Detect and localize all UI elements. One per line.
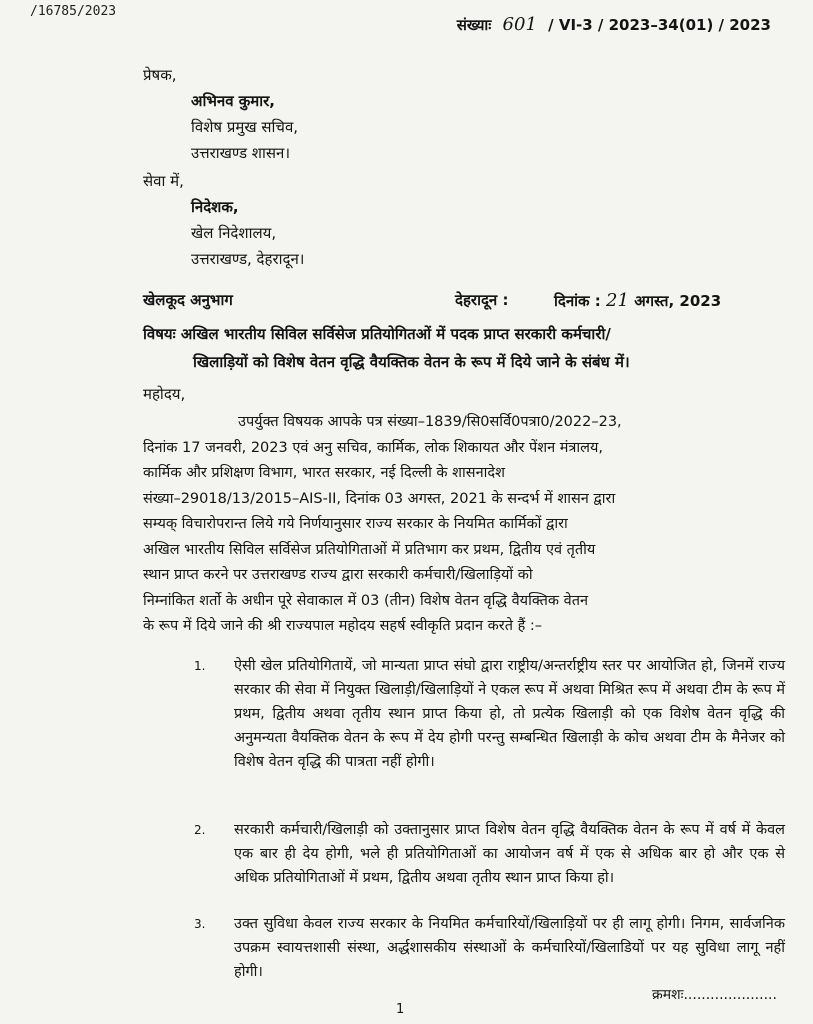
reference-label: संख्याः xyxy=(456,16,492,34)
condition-item-1 xyxy=(194,654,785,774)
body-line: स्थान प्राप्त करने पर उत्तराखण्ड राज्य द्वारा सरकारी कर्मचारी/खिलाड़ियों को xyxy=(143,567,533,583)
item-number: 3. xyxy=(194,917,206,931)
department: खेलकूद अनुभाग xyxy=(143,291,233,309)
item-text: ऐसी खेल प्रतियोगितायें, जो मान्यता प्राप्त संघो द्वारा राष्ट्रीय/अन्तर्राष्ट्रीय स्तर पर आयोजित हो, जिनमें राज्य सरकार की सेवा में नियुक्त खिलाड़ी/खिलाड़ियों ने एकल रूप में अथवा मिश्रित रूप में अथवा टीम के रूप में प्रथम, द्वितीय अथवा तृतीय स्थान प्राप्त किया हो, तो प्रत्येक खिलाड़ी को एक विशेष वेतन वृद्धि की अनुमन्यता वैयक्तिक वेतन के रूप में देय होगी परन्तु सम्बन्धित खिलाड़ी के कोच अथवा टीम के मैनेजर को विशेष वेतन वृद्धि की पात्रता नहीं होगी। xyxy=(234,658,785,770)
condition-item-3 xyxy=(194,912,785,984)
sender-office: उत्तराखण्ड शासन। xyxy=(191,144,291,162)
page-number: 1 xyxy=(396,1002,405,1017)
recipient-office: खेल निदेशालय, xyxy=(191,224,277,242)
date-label: दिनांक : xyxy=(554,292,601,310)
sender-designation: विशेष प्रमुख सचिव, xyxy=(191,118,299,136)
body-line: सम्यक् विचारोपरान्त लिये गये निर्णयानुसार राज्य सरकार के नियमित कार्मिकों द्वारा xyxy=(143,516,568,532)
top-reference: /16785/2023 xyxy=(30,4,117,19)
recipient-name: निदेशक, xyxy=(191,198,239,216)
city: देहरादून : xyxy=(455,291,509,309)
body-line: अखिल भारतीय सिविल सर्विसेज प्रतियोगिताओं में प्रतिभाग कर प्रथम, द्वितीय एवं तृतीय xyxy=(143,541,596,558)
body-line: कार्मिक और प्रशिक्षण विभाग, भारत सरकार, नई दिल्ली के शासनादेश xyxy=(143,465,505,481)
body-line: के रूप में दिये जाने की श्री राज्यपाल महोदय सहर्ष स्वीकृति प्रदान करते हैं :– xyxy=(143,618,543,634)
recipient-label: सेवा में, xyxy=(143,172,184,190)
subject-line-2: खिलाड़ियों को विशेष वेतन वृद्धि वैयक्तिक वेतन के रूप में दिये जाने के संबंध में। xyxy=(193,353,630,371)
item-text: उक्त सुविधा केवल राज्य सरकार के नियमित कर्मचारियों/खिलाड़ियों पर ही लागू होगी। निगम, सार्वजनिक उपक्रम स्वायत्तशासी संस्था, अर्द्धशासकीय संस्थाओं के कर्मचारियों/खिलाडियों पर यह सुविधा लागू नहीं होगी। xyxy=(234,916,785,980)
salutation: महोदय, xyxy=(143,385,186,403)
sender-block xyxy=(143,62,298,166)
item-number: 2. xyxy=(194,823,206,837)
recipient-place: उत्तराखण्ड, देहरादून। xyxy=(191,250,305,268)
body-line: संख्या–29018/13/2015–AIS-II, दिनांक 03 अगस्त, 2021 के सन्दर्भ में शासन द्वारा xyxy=(143,490,616,507)
subject-line-1: विषयः अखिल भारतीय सिविल सर्विसेज प्रतियोगितओं में पदक प्राप्त सरकारी कर्मचारी/ xyxy=(143,325,611,343)
letter-date xyxy=(554,290,721,311)
reference-rest: / VI-3 / 2023–34(01) / 2023 xyxy=(548,16,771,34)
date-rest: अगस्त, 2023 xyxy=(634,292,722,310)
condition-item-2 xyxy=(194,818,785,890)
item-text: सरकारी कर्मचारी/खिलाड़ी को उक्तानुसार प्राप्त विशेष वेतन वृद्धि वैयक्तिक वेतन के रूप में वर्ष में केवल एक बार ही देय होगी, भले ही प्रतियोगिताओं का आयोजन वर्ष में एक से अधिक बार हो और एक से अधिक प्रतियोगिताओं में प्रथम, द्वितीय अथवा तृतीय स्थान प्राप्त किया हो। xyxy=(234,822,785,886)
continued-marker: क्रमशः..................... xyxy=(652,987,777,1003)
recipient-block xyxy=(143,168,305,272)
sender-name: अभिनव कुमार, xyxy=(191,92,275,110)
reference-number xyxy=(457,14,771,35)
date-handwritten: 21 xyxy=(606,290,629,311)
body-line: निम्नांकित शर्तो के अधीन पूरे सेवाकाल में 03 (तीन) विशेष वेतन वृद्धि वैयक्तिक वेतन xyxy=(143,592,589,609)
reference-handwritten: 601 xyxy=(502,14,537,35)
body-paragraph xyxy=(143,410,778,640)
subject xyxy=(143,320,783,376)
body-line: दिनांक 17 जनवरी, 2023 एवं अनु सचिव, कार्मिक, लोक शिकायत और पेंशन मंत्रालय, xyxy=(143,439,604,456)
sender-label: प्रेषक, xyxy=(143,66,177,84)
body-line: उपर्युक्त विषयक आपके पत्र संख्या–1839/सि0सर्वि0पत्रा0/2022–23, xyxy=(238,414,622,430)
item-number: 1. xyxy=(194,659,206,673)
